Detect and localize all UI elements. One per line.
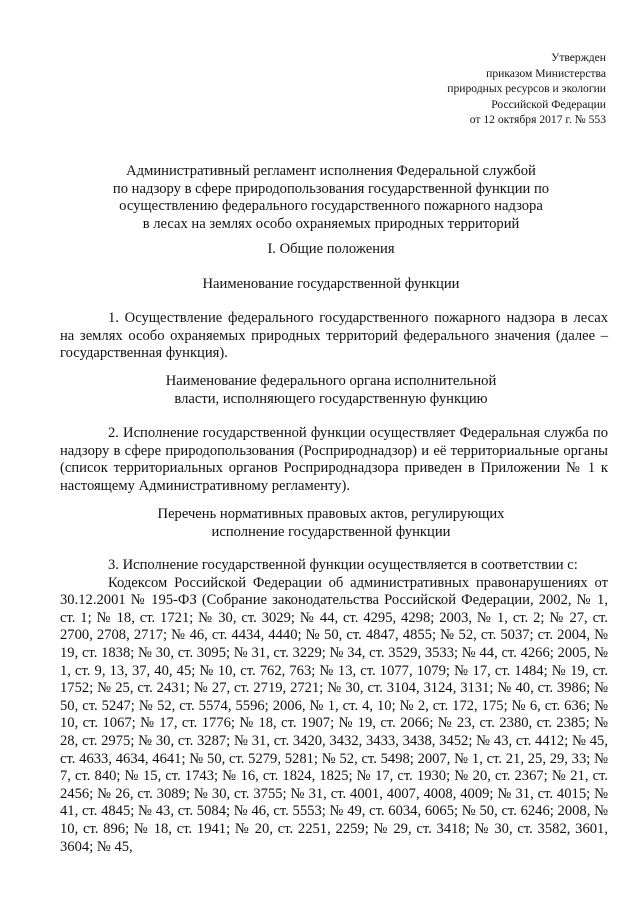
approval-line: приказом Министерства	[486, 66, 606, 80]
title-line: осуществлению федерального государственного пожарного надзора	[119, 198, 543, 215]
function-name-heading: Наименование государственной функции	[202, 276, 460, 292]
paragraph-4-legal-references: Кодексом Российской Федерации об административных правонарушениях от 30.12.2001 № 195-ФЗ (Собрание законодательства Российской Федерации, 2002, № 1, ст. 1; № 18, ст. 1721; № 30, ст. 3029; № 44, ст. 4295, 4298; 2003, № 1, ст. 2; № 27, ст. 2700, 2708, 2717; № 46, ст. 4434, 4440; № 50, ст. 4847, 4855; № 52, ст. 5037; ст. 2004, № 19, ст. 1838; № 30, ст. 3095; № 31, ст. 3229; № 34, ст. 3529, 3533; № 44, ст. 4266; 2005, № 1, ст. 9, 13, 37, 40, 45; № 10, ст. 762, 763; № 13, ст. 1077, 1079; № 17, ст. 1484; № 19, ст. 1752; № 25, ст. 2431; № 27, ст. 2719, 2721; № 30, ст. 3104, 3124, 3131; № 40, ст. 3986; № 50, ст. 5247; № 52, ст. 5574, 5596; 2006, № 1, ст. 4, 10; № 2, ст. 172, 175; № 6, ст. 636; № 10, ст. 1067; № 17, ст. 1776; № 18, ст. 1907; № 19, ст. 2066; № 23, ст. 2380, ст. 2385; № 28, ст. 2975; № 30, ст. 3287; № 31, ст. 3420, 3432, 3433, 3438, 3452; № 43, ст. 4412; № 45, ст. 4633, 4634, 4641; № 50, ст. 5279, 5281; № 52, ст. 5498; 2007, № 1, ст. 21, 25, 29, 33; № 7, ст. 840; № 15, ст. 1743; № 16, ст. 1824, 1825; № 17, ст. 1930; № 20, ст. 2367; № 21, ст. 2456; № 26, ст. 3089; № 30, ст. 3755; № 31, ст. 4001, 4007, 4008, 4009; № 31, ст. 4015; № 41, ст. 4845; № 43, ст. 5084; № 46, ст. 5553; № 49, ст. 6034, 6065; № 50, ст. 6246; 2008, № 10, ст. 896; № 18, ст. 1941; № 20, ст. 2251, 2259; № 29, ст. 3418; № 30, ст. 3582, 3601, 3604; № 45,	[60, 574, 608, 855]
legal-acts-heading: Перечень нормативных правовых актов, регулирующих исполнение государственной функции	[157, 506, 505, 540]
approval-line: от 12 октября 2017 г. № 553	[469, 113, 606, 127]
document-title	[40, 163, 622, 233]
paragraph-1: 1. Осуществление федерального государственного пожарного надзора в лесах на землях особо охраняемых природных территорий федерального значения (далее – государственная функция).	[60, 310, 608, 362]
paragraph-2: 2. Исполнение государственной функции осуществляет Федеральная служба по надзору в сфере природопользования (Росприроднадзор) и её территориальные органы (список территориальных органов Росприроднадзора приведен в Приложении № 1 к настоящему Административному регламенту).	[60, 425, 608, 494]
section-heading: I. Общие положения	[267, 241, 395, 257]
approval-stamp	[447, 50, 606, 128]
title-line: в лесах на землях особо охраняемых природных территорий	[142, 215, 520, 232]
title-line: по надзору в сфере природопользования государственной функции по	[112, 180, 550, 197]
executive-body-heading: Наименование федерального органа исполнительной власти, исполняющего государственную функцию	[165, 373, 497, 407]
approval-line: Утвержден	[551, 51, 606, 64]
approval-line: природных ресурсов и экологии	[447, 82, 606, 96]
paragraph-3: 3. Исполнение государственной функции осуществляется в соответствии с: Кодексом Российской Федерации об административных правонарушениях от 30.12.2001 № 195-ФЗ (Собрание законодательства Российской Федерации, 2002, № 1, ст. 1; № 18, ст. 1721; № 30, ст. 3029; № 44, ст. 4295, 4298; 2003, № 1, ст. 2; № 27, ст. 2700, 2708, 2717; № 46, ст. 4434, 4440; № 50, ст. 4847, 4855; № 52, ст. 5037; ст. 2004, № 19, ст. 1838; № 30, ст. 3095; № 31, ст. 3229; № 34, ст. 3529, 3533; № 44, ст. 4266; 2005, № 1, ст. 9, 13, 37, 40, 45; № 10, ст. 762, 763; № 13, ст. 1077, 1079; № 17, ст. 1484; № 19, ст. 1752; № 25, ст. 2431; № 27, ст. 2719, 2721; № 30, ст. 3104, 3124, 3131; № 40, ст. 3986; № 50, ст. 5247; № 52, ст. 5574, 5596; 2006, № 1, ст. 4, 10; № 2, ст. 172, 175; № 6, ст. 636; № 10, ст. 1067; № 17, ст. 1776; № 18, ст. 1907; № 19, ст. 2066; № 23, ст. 2380, ст. 2385; № 28, ст. 2975; № 30, ст. 3287; № 31, ст. 3420, 3432, 3433, 3438, 3452; № 43, ст. 4412; № 45, ст. 4633, 4634, 4641; № 50, ст. 5279, 5281; № 52, ст. 5498; 2007, № 1, ст. 21, 25, 29, 33; № 7, ст. 840; № 15, ст. 1743; № 16, ст. 1824, 1825; № 17, ст. 1930; № 20, ст. 2367; № 21, ст. 2456; № 26, ст. 3089; № 30, ст. 3755; № 31, ст. 4001, 4007, 4008, 4009; № 31, ст. 4015; № 41, ст. 4845; № 43, ст. 5084; № 46, ст. 5553; № 49, ст. 6034, 6065; № 50, ст. 6246; 2008, № 10, ст. 896; № 18, ст. 1941; № 20, ст. 2251, 2259; № 29, ст. 3418; № 30, ст. 3582, 3601, 3604; № 45,	[60, 557, 608, 855]
approval-line: Российской Федерации	[491, 97, 606, 111]
title-line: Административный регламент исполнения Федеральной службой	[126, 163, 536, 179]
